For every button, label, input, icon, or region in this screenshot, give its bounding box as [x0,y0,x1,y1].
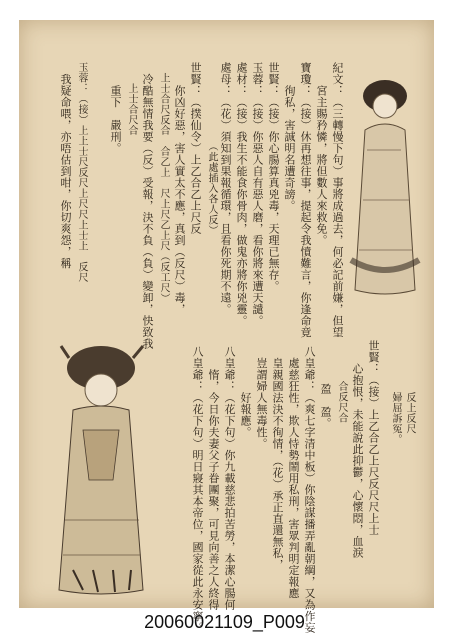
text-column: 反上反尺 [404,350,415,434]
text-column: （此處插入各人反） [206,62,217,236]
text-column: 我疑命喂，亦唔估到咁，你切爽怨，稱 [59,62,72,269]
text-column: 處母：（花）須知到果報循環，且看你死期不遠。 [219,62,232,315]
text-column: 玉蓉：（接）上上士尺反尺上尺尺上士上 反尺 [76,62,87,283]
text-column: 合反尺合 [336,360,347,423]
text-column: 世賢：（接）你心腸算真兇毒，天理已無存。 [267,62,280,292]
text-column: 玉蓉：（接）你惡人自有惡人磨，看你將來遭天譴。 [251,62,264,327]
text-column: 盈 盈。 [319,360,332,429]
text-column: 好報應。 [239,346,252,438]
page-caption: 20060021109_P009 [144,612,305,632]
text-column: 紀文：（三轉慢下句）事將成過去，何必記前嫌，但望 [331,62,344,338]
text-column: 心抱恨，未能說此抑鬱，心懷悶，血淚 [351,340,364,559]
text-column: 重下 嚴刑。 [109,62,122,154]
text-column: 徇私，害誠明名遭奇謗。 [283,62,296,212]
portrait-figure-bottom-left [43,340,163,600]
text-column: 上士合尺反合 合乙上 尺上尺乙上尺（反工尺） [158,62,169,304]
text-column: 處慈狂性，欺人恃勢鬧用私刑，害眾判明定報應 [287,346,300,599]
text-column: 婦屈訴冤。 [390,350,401,445]
text-column: 世賢：（撲仙令）上乙合乙上尺反 [189,62,202,235]
text-column: 惰，今日你夫妻父子眷團聚，可見向善之人終得 [207,346,220,611]
portrait-figure-top-right [345,60,423,300]
text-column: 處材：（接）我生不能食你骨肉，做鬼亦將你兇靈。 [235,62,248,327]
text-column: 八皇爺：（花下句）明日寢其本帝位，國家從此永安寧。 [191,346,204,634]
text-column: 寶瓊：（接）休再想往事，提起令我憤難言，你逢命竟 [299,62,312,338]
text-column: 八皇爺：（花下句）你九載慈悲拍苦勞，本潔心腸何 [223,346,236,611]
text-column: 豈謂婦人無毒性。 [255,346,268,450]
text-column: 八皇爺：（爽七字清中板）你陰謀播弄亂朝綱，又為作妄 [303,346,316,634]
text-column: 上士合尺合 [126,62,137,136]
text-column: 冷酷無情我要（反）受報，決不負（負）變卸，快致我 [141,62,154,350]
text-column: 宮主賜矜憐，將但數人來救免。 [315,62,328,246]
text-column: 你凶好惡，害人實太不應，真到（反尺）毒， [173,62,186,315]
text-column: 皇親國法決不徇情，（花）承正直還無私， [271,346,284,571]
text-column: 世賢：（接）上乙合乙上尺反尺尺上士 [367,340,380,536]
